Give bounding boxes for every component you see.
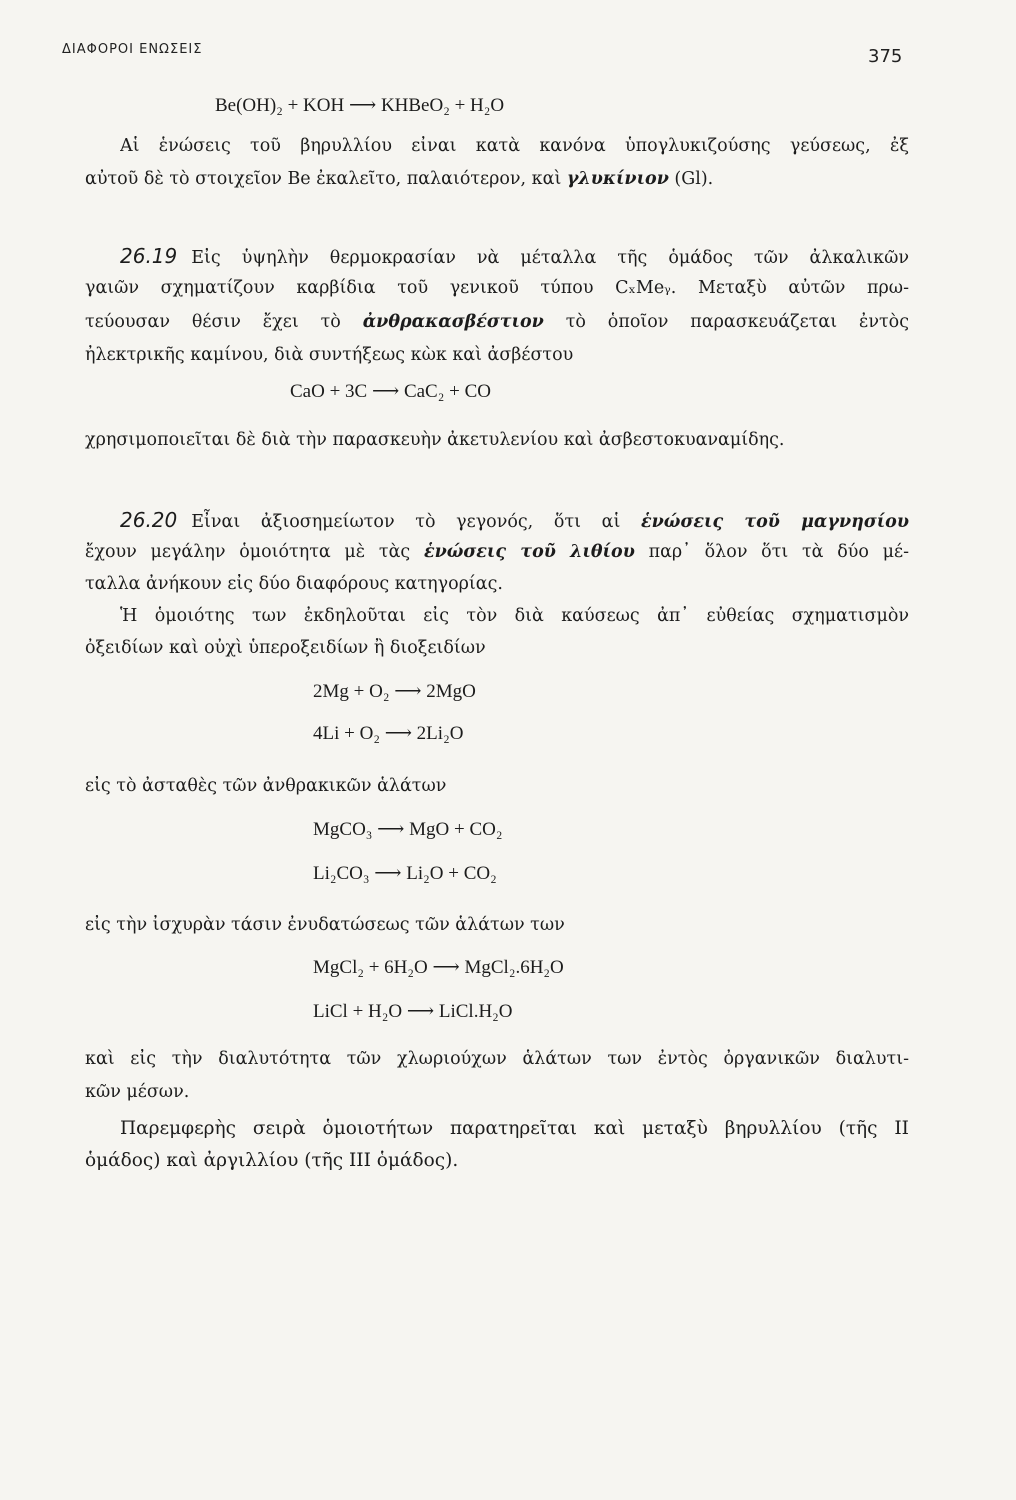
paragraph-line: εἰς τὴν ἰσχυρὰν τάσιν ἐνυδατώσεως τῶν ἁλάτων των xyxy=(85,915,565,935)
page-number: 375 xyxy=(868,46,903,67)
section-26-20-line: 26.20 Εἶναι ἀξιοσημείωτον τὸ γεγονός, ὅτι αἱ ἑνώσεις τοῦ μαγνησίου xyxy=(120,508,909,532)
paragraph-line: Ἡ ὁμοιότης των ἐκδηλοῦται εἰς τὸν διὰ καύσεως ἀπ᾽ εὐθείας σχηματισμὸν xyxy=(120,606,909,626)
paragraph-line: τεύουσαν θέσιν ἔχει τὸ ἀνθρακασβέστιον τὸ ὁποῖον παρασκευάζεται ἐντὸς xyxy=(85,312,909,332)
equation-beryllium-hydroxide: Be(OH)₂ + KOH ⟶ KHBeO₂ + H₂O xyxy=(215,95,505,116)
paragraph-line: ἠλεκτρικῆς καμίνου, διὰ συντήξεως κὼκ καὶ ἀσβέστου xyxy=(85,345,574,365)
paragraph-line: Παρεμφερὴς σειρὰ ὁμοιοτήτων παρατηρεῖται καὶ μεταξὺ βηρυλλίου (τῆς II xyxy=(120,1118,909,1139)
equation-lithium-oxide: 4Li + O₂ ⟶ 2Li₂O xyxy=(313,723,464,744)
term-lithium-compounds: ἑνώσεις τοῦ λιθίου xyxy=(423,542,635,562)
paragraph-line: γαιῶν σχηματίζουν καρβίδια τοῦ γενικοῦ τύπου CₓMeᵧ. Μεταξὺ αὐτῶν πρω- xyxy=(85,278,909,298)
equation-lithium-carbonate: Li₂CO₃ ⟶ Li₂O + CO₂ xyxy=(313,863,497,884)
paragraph-line: κῶν μέσων. xyxy=(85,1082,190,1102)
section-26-19-line: 26.19 Εἰς ὑψηλὴν θερμοκρασίαν νὰ μέταλλα τῆς ὁμάδος τῶν ἀλκαλικῶν xyxy=(120,244,909,268)
equation-lithium-chloride-hydrate: LiCl + H₂O ⟶ LiCl.H₂O xyxy=(313,1001,513,1022)
term-calcium-carbide: ἀνθρακασβέστιον xyxy=(362,312,544,332)
equation-magnesium-chloride-hydrate: MgCl₂ + 6H₂O ⟶ MgCl₂.6H₂O xyxy=(313,957,564,978)
running-header: ΔΙΑΦΟΡΟΙ ΕΝΩΣΕΙΣ xyxy=(62,42,203,57)
paragraph-line: ἔχουν μεγάλην ὁμοιότητα μὲ τὰς ἑνώσεις τοῦ λιθίου παρ᾽ ὅλον ὅτι τὰ δύο μέ- xyxy=(85,542,909,562)
equation-magnesium-oxide: 2Mg + O₂ ⟶ 2MgO xyxy=(313,681,476,702)
paragraph-line: χρησιμοποιεῖται δὲ διὰ τὴν παρασκευὴν ἀκετυλενίου καὶ ἀσβεστοκυαναμίδης. xyxy=(85,430,785,450)
equation-magnesium-carbonate: MgCO₃ ⟶ MgO + CO₂ xyxy=(313,819,503,840)
paragraph-line: ταλλα ἀνήκουν εἰς δύο διαφόρους κατηγορίας. xyxy=(85,574,503,594)
paragraph-line: καὶ εἰς τὴν διαλυτότητα τῶν χλωριούχων ἁλάτων των ἐντὸς ὀργανικῶν διαλυτι- xyxy=(85,1049,909,1069)
equation-calcium-carbide: CaO + 3C ⟶ CaC₂ + CO xyxy=(290,381,491,402)
term-glykinion: γλυκίνιον xyxy=(566,169,669,189)
paragraph-line: εἰς τὸ ἀσταθὲς τῶν ἀνθρακικῶν ἁλάτων xyxy=(85,776,447,796)
section-number: 26.20 xyxy=(120,508,178,532)
term-magnesium-compounds: ἑνώσεις τοῦ μαγνησίου xyxy=(641,512,909,532)
section-number: 26.19 xyxy=(120,244,178,268)
paragraph-line: ὁμάδος) καὶ ἀργιλλίου (τῆς III ὁμάδος). xyxy=(85,1150,459,1171)
paragraph-line: ὀξειδίων καὶ οὐχὶ ὑπεροξειδίων ἢ διοξειδίων xyxy=(85,638,486,658)
paragraph-line: Αἱ ἑνώσεις τοῦ βηρυλλίου εἶναι κατὰ κανόνα ὑπογλυκιζούσης γεύσεως, ἐξ xyxy=(120,136,909,156)
paragraph-line: αὐτοῦ δὲ τὸ στοιχεῖον Be ἐκαλεῖτο, παλαιότερον, καὶ γλυκίνιον (Gl). xyxy=(85,169,714,189)
